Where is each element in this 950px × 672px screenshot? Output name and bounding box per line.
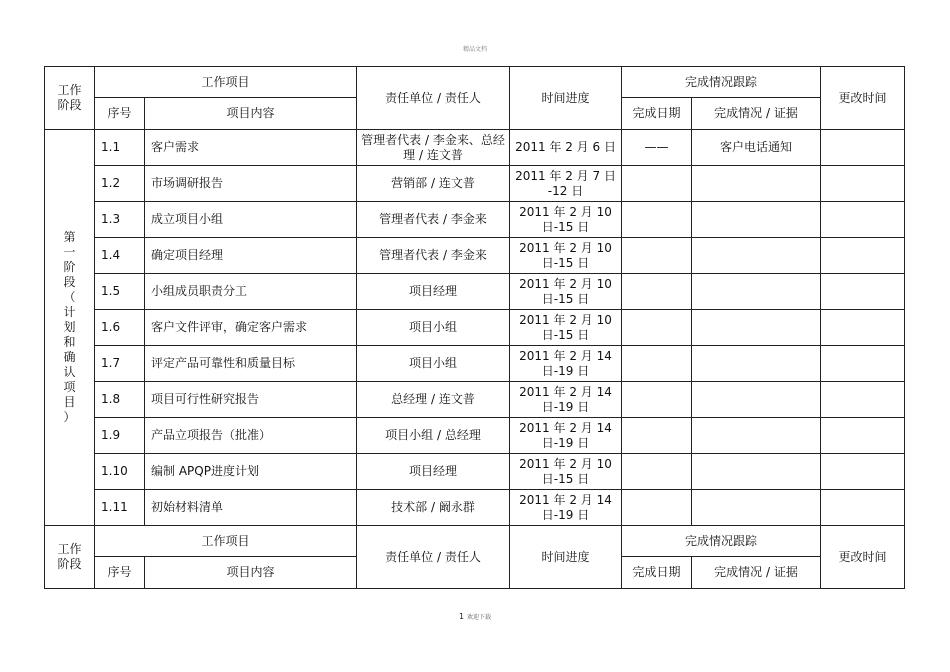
page-number: 1 bbox=[458, 612, 465, 621]
table-row bbox=[45, 238, 905, 274]
cell-status bbox=[692, 490, 821, 526]
cell-change-time bbox=[821, 490, 905, 526]
cell-done-date bbox=[622, 202, 692, 238]
table-row bbox=[45, 490, 905, 526]
header-project: 工作项目 bbox=[95, 67, 357, 98]
cell-seq: 1.9 bbox=[95, 418, 145, 454]
cell-change-time bbox=[821, 382, 905, 418]
table-row bbox=[45, 166, 905, 202]
cell-change-time bbox=[821, 310, 905, 346]
cell-schedule: 2011 年 2 月 6 日 bbox=[510, 130, 622, 166]
header-stage: 工作 阶段 bbox=[45, 67, 95, 130]
cell-change-time bbox=[821, 166, 905, 202]
cell-owner: 项目小组 / 总经理 bbox=[357, 418, 510, 454]
table-row bbox=[45, 418, 905, 454]
cell-content: 评定产品可靠性和质量目标 bbox=[145, 346, 357, 382]
cell-seq: 1.5 bbox=[95, 274, 145, 310]
cell-seq: 1.4 bbox=[95, 238, 145, 274]
cell-seq: 1.8 bbox=[95, 382, 145, 418]
page-footer bbox=[0, 612, 950, 621]
cell-change-time bbox=[821, 238, 905, 274]
cell-owner: 管理者代表 / 李金来 bbox=[357, 202, 510, 238]
cell-owner: 总经理 / 连文普 bbox=[357, 382, 510, 418]
table-row bbox=[45, 346, 905, 382]
cell-status bbox=[692, 454, 821, 490]
cell-change-time bbox=[821, 346, 905, 382]
cell-status bbox=[692, 346, 821, 382]
cell-change-time bbox=[821, 130, 905, 166]
cell-change-time bbox=[821, 454, 905, 490]
cell-change-time bbox=[821, 202, 905, 238]
footer-text: 欢迎下载 bbox=[467, 614, 492, 621]
cell-schedule: 2011 年 2 月 14 日-19 日 bbox=[510, 382, 622, 418]
table-body bbox=[45, 67, 905, 589]
cell-seq: 1.10 bbox=[95, 454, 145, 490]
cell-content: 项目可行性研究报告 bbox=[145, 382, 357, 418]
stage-label-text: 第 一 阶 段 （ 计 划 和 确 认 项 目 ） bbox=[63, 230, 76, 424]
cell-done-date: —— bbox=[622, 130, 692, 166]
cell-seq: 1.3 bbox=[95, 202, 145, 238]
cell-content: 客户需求 bbox=[145, 130, 357, 166]
cell-owner: 项目小组 bbox=[357, 310, 510, 346]
cell-seq: 1.6 bbox=[95, 310, 145, 346]
cell-done-date bbox=[622, 274, 692, 310]
cell-content: 产品立项报告（批准） bbox=[145, 418, 357, 454]
header-done-date: 完成日期 bbox=[622, 557, 692, 589]
table-row bbox=[45, 310, 905, 346]
watermark-text: 精品文档 bbox=[462, 46, 487, 53]
cell-content: 客户文件评审，确定客户需求 bbox=[145, 310, 357, 346]
header-row-2-top bbox=[45, 526, 905, 557]
table-row bbox=[45, 202, 905, 238]
header-project: 工作项目 bbox=[95, 526, 357, 557]
stage-label bbox=[45, 130, 95, 526]
header-content: 项目内容 bbox=[145, 98, 357, 130]
header-done-date: 完成日期 bbox=[622, 98, 692, 130]
cell-content: 确定项目经理 bbox=[145, 238, 357, 274]
cell-owner: 项目经理 bbox=[357, 274, 510, 310]
cell-owner: 营销部 / 连文普 bbox=[357, 166, 510, 202]
table-row bbox=[45, 130, 905, 166]
cell-owner: 项目小组 bbox=[357, 346, 510, 382]
cell-change-time bbox=[821, 418, 905, 454]
cell-schedule: 2011 年 2 月 14 日-19 日 bbox=[510, 346, 622, 382]
header-status: 完成情况 / 证据 bbox=[692, 557, 821, 589]
cell-status bbox=[692, 238, 821, 274]
cell-done-date bbox=[622, 418, 692, 454]
cell-status bbox=[692, 202, 821, 238]
header-owner: 责任单位 / 责任人 bbox=[357, 526, 510, 589]
header-change-time: 更改时间 bbox=[821, 526, 905, 589]
cell-content: 编制 APQP进度计划 bbox=[145, 454, 357, 490]
cell-status bbox=[692, 274, 821, 310]
table-row bbox=[45, 274, 905, 310]
header-tracking: 完成情况跟踪 bbox=[622, 526, 821, 557]
cell-schedule: 2011 年 2 月 10 日-15 日 bbox=[510, 274, 622, 310]
cell-seq: 1.2 bbox=[95, 166, 145, 202]
cell-schedule: 2011 年 2 月 10 日-15 日 bbox=[510, 238, 622, 274]
cell-schedule: 2011 年 2 月 10 日-15 日 bbox=[510, 202, 622, 238]
cell-done-date bbox=[622, 346, 692, 382]
cell-owner: 项目经理 bbox=[357, 454, 510, 490]
cell-seq: 1.1 bbox=[95, 130, 145, 166]
header-schedule: 时间进度 bbox=[510, 526, 622, 589]
cell-seq: 1.11 bbox=[95, 490, 145, 526]
cell-schedule: 2011 年 2 月 14 日-19 日 bbox=[510, 490, 622, 526]
cell-done-date bbox=[622, 382, 692, 418]
cell-status: 客户电话通知 bbox=[692, 130, 821, 166]
cell-content: 市场调研报告 bbox=[145, 166, 357, 202]
cell-content: 小组成员职责分工 bbox=[145, 274, 357, 310]
cell-schedule: 2011 年 2 月 7 日 -12 日 bbox=[510, 166, 622, 202]
cell-owner: 管理者代表 / 李金来 bbox=[357, 238, 510, 274]
header-content: 项目内容 bbox=[145, 557, 357, 589]
cell-owner: 技术部 / 阚永群 bbox=[357, 490, 510, 526]
cell-status bbox=[692, 166, 821, 202]
header-row-1-top bbox=[45, 67, 905, 98]
table-row bbox=[45, 454, 905, 490]
apqp-plan-table bbox=[44, 66, 905, 589]
header-stage: 工作 阶段 bbox=[45, 526, 95, 589]
cell-done-date bbox=[622, 454, 692, 490]
header-schedule: 时间进度 bbox=[510, 67, 622, 130]
cell-done-date bbox=[622, 310, 692, 346]
cell-status bbox=[692, 382, 821, 418]
cell-schedule: 2011 年 2 月 10 日-15 日 bbox=[510, 310, 622, 346]
header-seq: 序号 bbox=[95, 557, 145, 589]
header-change-time: 更改时间 bbox=[821, 67, 905, 130]
cell-change-time bbox=[821, 274, 905, 310]
header-seq: 序号 bbox=[95, 98, 145, 130]
cell-done-date bbox=[622, 238, 692, 274]
cell-status bbox=[692, 418, 821, 454]
cell-seq: 1.7 bbox=[95, 346, 145, 382]
table-row bbox=[45, 382, 905, 418]
cell-schedule: 2011 年 2 月 10 日-15 日 bbox=[510, 454, 622, 490]
cell-content: 初始材料清单 bbox=[145, 490, 357, 526]
cell-owner: 管理者代表 / 李金来、总经理 / 连文普 bbox=[357, 130, 510, 166]
cell-content: 成立项目小组 bbox=[145, 202, 357, 238]
cell-done-date bbox=[622, 490, 692, 526]
header-owner: 责任单位 / 责任人 bbox=[357, 67, 510, 130]
cell-done-date bbox=[622, 166, 692, 202]
header-tracking: 完成情况跟踪 bbox=[622, 67, 821, 98]
header-status: 完成情况 / 证据 bbox=[692, 98, 821, 130]
cell-status bbox=[692, 310, 821, 346]
cell-schedule: 2011 年 2 月 14 日-19 日 bbox=[510, 418, 622, 454]
